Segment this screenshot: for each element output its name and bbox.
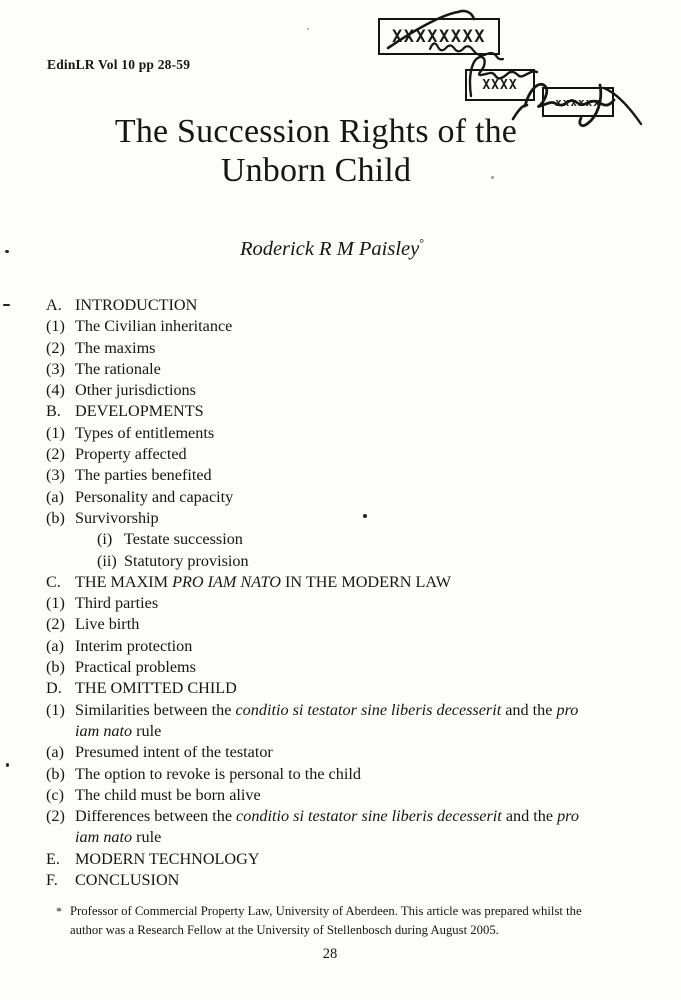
toc-item <box>97 551 604 572</box>
review-stamp-box-2 <box>465 69 535 101</box>
toc-item-text: Testate succession <box>124 530 243 549</box>
toc-item <box>46 508 604 529</box>
toc-item <box>46 316 604 337</box>
toc-item-text: MODERN TECHNOLOGY <box>75 849 260 868</box>
toc-item-text: Survivorship <box>75 508 159 527</box>
toc-item <box>46 806 604 849</box>
toc-item <box>46 678 604 699</box>
author-name: Roderick R M Paisley <box>239 237 420 260</box>
toc-item-text: Presumed intent of the testator <box>75 743 273 762</box>
toc-item <box>46 295 604 316</box>
toc-item-label: (1) <box>46 700 65 719</box>
toc-item-text: The child must be born alive <box>75 785 261 804</box>
toc-item-label: A. <box>46 296 62 314</box>
toc-item-label: (b) <box>46 508 65 527</box>
stamp-2-text: XXXX <box>482 77 518 93</box>
toc-item-label: C. <box>46 572 61 591</box>
toc-item-text: DEVELOPMENTS <box>75 402 204 421</box>
toc-item <box>46 764 604 785</box>
toc-item-text: Practical problems <box>75 658 196 677</box>
toc-item-text: The maxims <box>75 338 156 357</box>
author-byline <box>0 236 664 261</box>
toc-item-label: (3) <box>46 466 65 485</box>
toc-item <box>46 487 604 508</box>
toc-item <box>46 338 604 359</box>
author-footnote-marker: ° <box>419 236 425 250</box>
toc-item-label: (c) <box>46 785 64 804</box>
toc-item-label: (1) <box>46 423 65 442</box>
toc-item-label: (i) <box>97 530 113 549</box>
toc-item-label: B. <box>46 402 61 421</box>
toc-item-label: (2) <box>46 807 65 826</box>
footnote-text: Professor of Commercial Property Law, University of Aberdeen. This article was prepared whilst the author was a Research Fellow at the University of Stellenbosch during August 2005. <box>70 904 582 937</box>
stamp-1-text: XXXXXXXX <box>392 26 486 47</box>
toc-item-text: Property affected <box>75 445 187 464</box>
toc-item <box>46 380 604 401</box>
toc-item-text: The Civilian inheritance <box>75 317 233 336</box>
review-stamp-box-1 <box>378 18 500 55</box>
title-line-2: Unborn Child <box>220 152 412 189</box>
toc-item-text: CONCLUSION <box>75 871 180 890</box>
toc-item <box>46 870 604 891</box>
toc-item-text: Differences between the conditio si testator sine liberis decesserit and the pro iam nato rule <box>75 807 579 847</box>
toc-item-text: Types of entitlements <box>75 423 215 442</box>
footnote-marker: * <box>56 904 62 918</box>
toc-item-label: (b) <box>46 658 65 677</box>
toc-list <box>46 295 604 891</box>
toc-item-text: THE OMITTED CHILD <box>75 679 237 698</box>
toc-item <box>46 849 604 870</box>
toc-item <box>46 401 604 422</box>
toc-item-text: Other jurisdictions <box>75 381 196 400</box>
toc-item-label: (a) <box>46 743 64 762</box>
toc-item-label: D. <box>46 679 62 698</box>
toc-item <box>46 465 604 486</box>
stamp-3-text: xxxxxx <box>555 95 601 109</box>
toc-item-label: (ii) <box>97 551 117 570</box>
toc-item-text: INTRODUCTION <box>75 296 198 314</box>
toc-item-text: Personality and capacity <box>75 487 234 506</box>
toc-item-text: The parties benefited <box>75 466 212 485</box>
toc-item-text: The option to revoke is personal to the child <box>75 764 361 783</box>
toc-item <box>46 444 604 465</box>
toc-item-label: (1) <box>46 594 65 613</box>
toc-item <box>46 423 604 444</box>
toc-item-label: (a) <box>46 636 64 655</box>
toc-item-label: (2) <box>46 615 65 634</box>
article-title <box>0 112 632 190</box>
scan-speck <box>6 763 9 767</box>
footnote <box>56 902 616 939</box>
toc-item <box>46 700 604 743</box>
toc-item-label: F. <box>46 871 58 890</box>
scan-speck <box>307 28 309 30</box>
toc-item <box>97 529 604 550</box>
toc-item-text: Statutory provision <box>124 551 249 570</box>
page-number: 28 <box>322 946 338 962</box>
title-line-1: The Succession Rights of the <box>114 113 518 150</box>
scan-speck <box>363 514 367 518</box>
toc-item <box>46 359 604 380</box>
toc-item-label: (2) <box>46 445 65 464</box>
toc-item-text: The rationale <box>75 359 161 378</box>
toc-item-text: Similarities between the conditio si testator sine liberis decesserit and the pro iam nato rule <box>75 700 579 740</box>
toc-item <box>46 636 604 657</box>
toc-item <box>46 572 604 593</box>
toc-item-label: (a) <box>46 487 64 506</box>
toc-item-label: (3) <box>46 359 65 378</box>
toc-item-text: Third parties <box>75 594 159 613</box>
toc-item <box>46 785 604 806</box>
scan-speck <box>3 304 10 306</box>
scan-speck <box>491 176 494 179</box>
toc-item <box>46 742 604 763</box>
scan-speck <box>5 250 9 253</box>
toc-item <box>46 657 604 678</box>
toc-item-label: E. <box>46 849 60 868</box>
toc-item-label: (1) <box>46 317 65 336</box>
toc-item-label: (b) <box>46 764 65 783</box>
toc-item-label: (4) <box>46 381 65 400</box>
toc-item-text: Live birth <box>75 615 140 634</box>
toc-item-text: THE MAXIM PRO IAM NATO IN THE MODERN LAW <box>75 572 452 591</box>
toc-item-label: (2) <box>46 338 65 357</box>
toc-item <box>46 614 604 635</box>
toc-item <box>46 593 604 614</box>
toc-item-text: Interim protection <box>75 636 193 655</box>
journal-reference: EdinLR Vol 10 pp 28-59 <box>47 57 191 72</box>
